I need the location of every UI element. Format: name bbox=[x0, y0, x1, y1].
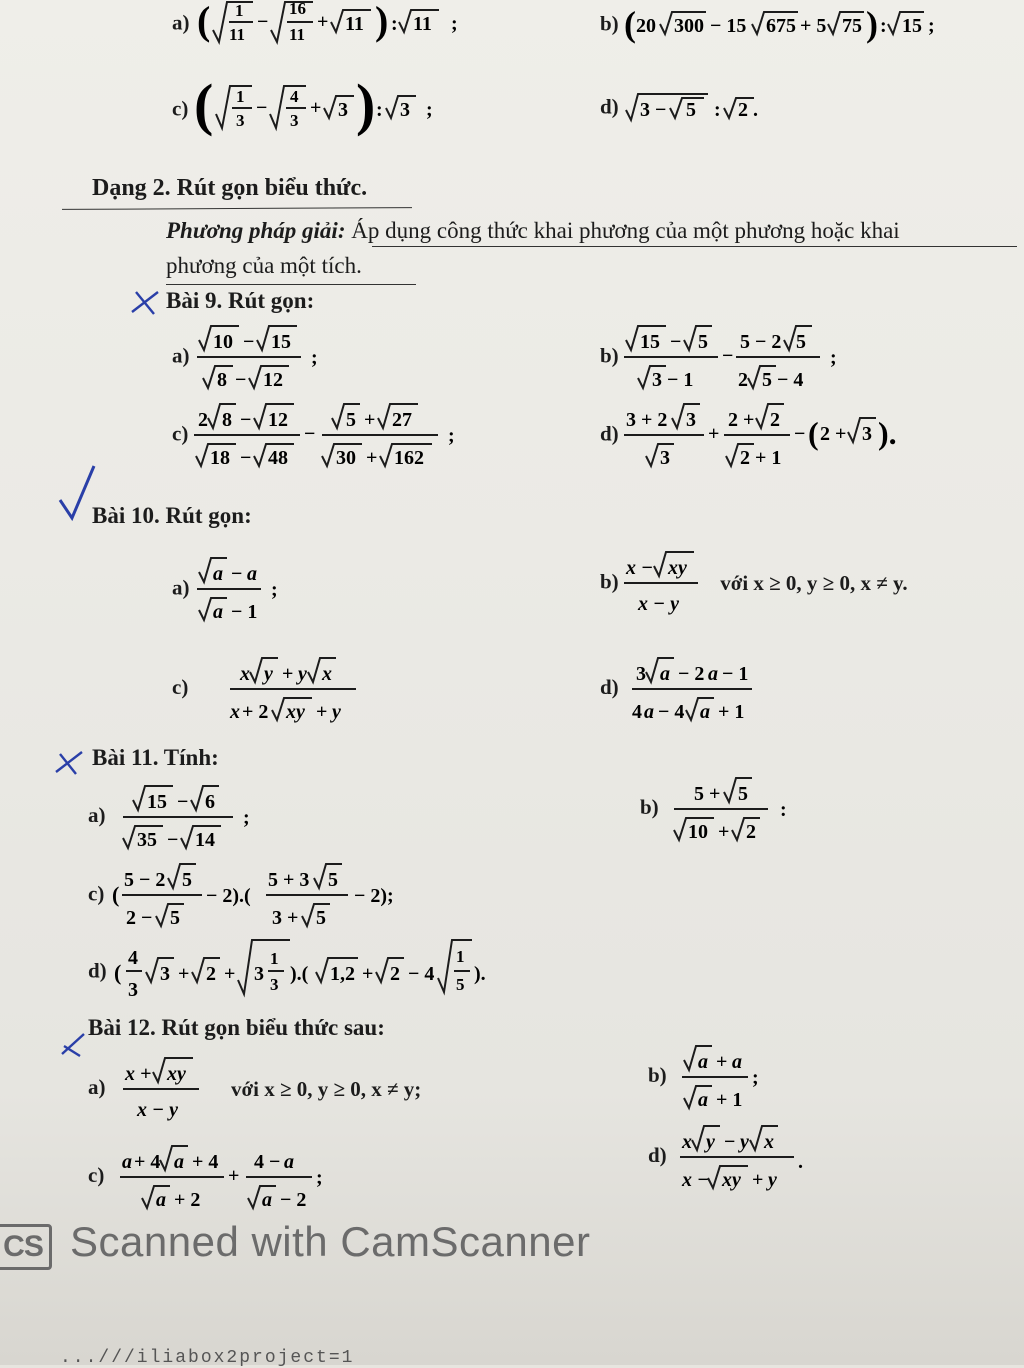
svg-text:48: 48 bbox=[268, 447, 289, 469]
svg-text:a: a bbox=[732, 1051, 743, 1073]
svg-text:;: ; bbox=[451, 13, 458, 35]
bai12-title: Bài 12. Rút gọn biểu thức sau: bbox=[88, 1015, 385, 1040]
svg-text:2 +: 2 + bbox=[820, 423, 847, 445]
svg-text:y: y bbox=[706, 1131, 716, 1153]
top-a-formula bbox=[195, 0, 485, 48]
bai9-c-formula bbox=[194, 398, 494, 472]
svg-text:− 4: − 4 bbox=[658, 701, 685, 723]
bai11-b bbox=[640, 772, 812, 846]
svg-text:2 .: 2 . bbox=[738, 99, 759, 121]
svg-text:+: + bbox=[317, 11, 329, 33]
svg-text:16: 16 bbox=[289, 0, 307, 18]
svg-text:5 − 2: 5 − 2 bbox=[740, 331, 782, 353]
svg-text:+ 4: + 4 bbox=[192, 1151, 219, 1173]
svg-text:− 4: − 4 bbox=[408, 963, 435, 985]
svg-text:a: a bbox=[174, 1151, 185, 1173]
svg-text:3: 3 bbox=[862, 423, 873, 445]
svg-text:x +: x + bbox=[125, 1063, 152, 1085]
bai11-d bbox=[88, 934, 552, 1010]
item-label: a) bbox=[172, 575, 190, 600]
bai10-b bbox=[600, 546, 908, 620]
svg-text:;: ; bbox=[830, 347, 838, 369]
svg-text:x −: x − bbox=[682, 1169, 710, 1191]
bai9-c bbox=[172, 398, 494, 472]
svg-text:y: y bbox=[332, 701, 341, 723]
svg-text:5: 5 bbox=[182, 869, 193, 891]
svg-text:a: a bbox=[698, 1051, 709, 1073]
svg-text:675: 675 bbox=[766, 15, 797, 37]
svg-text:+ 1: + 1 bbox=[716, 1089, 743, 1111]
item-label: c) bbox=[88, 881, 105, 906]
svg-text:15: 15 bbox=[147, 791, 168, 813]
svg-text:14: 14 bbox=[195, 829, 216, 851]
bai11-a bbox=[88, 780, 281, 854]
svg-text:2: 2 bbox=[770, 409, 781, 431]
svg-text:+ 5: + 5 bbox=[800, 15, 827, 37]
bai11-title: Bài 11. Tính: bbox=[92, 745, 219, 770]
method-label: Phương pháp giải: bbox=[166, 218, 346, 243]
svg-text:a: a bbox=[708, 663, 719, 685]
camscanner-watermark bbox=[0, 1216, 620, 1278]
bai10-a-formula bbox=[195, 552, 315, 626]
svg-text:3: 3 bbox=[400, 99, 411, 121]
cross-mark-icon bbox=[58, 1030, 88, 1058]
bai10-title: Bài 10. Rút gọn: bbox=[92, 503, 252, 528]
svg-text:−: − bbox=[167, 829, 179, 851]
svg-text:3: 3 bbox=[270, 975, 279, 994]
svg-text:+: + bbox=[362, 963, 374, 985]
svg-text:6: 6 bbox=[205, 791, 216, 813]
svg-text:10: 10 bbox=[213, 331, 234, 353]
svg-text:(: ( bbox=[197, 0, 211, 43]
svg-text:2: 2 bbox=[198, 409, 209, 431]
bai12-c bbox=[88, 1140, 360, 1214]
svg-text:− 1: − 1 bbox=[722, 663, 749, 685]
svg-text:5: 5 bbox=[686, 99, 697, 121]
svg-text:−: − bbox=[257, 11, 269, 33]
svg-text:+ 2: + 2 bbox=[174, 1189, 201, 1211]
svg-text:): ) bbox=[375, 0, 389, 43]
svg-text:+ 2: + 2 bbox=[242, 701, 269, 723]
svg-text:35: 35 bbox=[137, 829, 158, 851]
svg-text:11: 11 bbox=[229, 25, 246, 44]
svg-text:30: 30 bbox=[336, 447, 357, 469]
svg-text:x − y: x − y bbox=[137, 1099, 179, 1121]
bai9-title: Bài 9. Rút gọn: bbox=[166, 288, 315, 313]
bai10-d bbox=[600, 652, 770, 726]
svg-text:;: ; bbox=[271, 579, 278, 601]
svg-text:162: 162 bbox=[394, 447, 425, 469]
svg-text:x: x bbox=[230, 701, 241, 723]
item-label: d) bbox=[600, 94, 619, 119]
svg-text:− 2: − 2 bbox=[280, 1189, 307, 1211]
svg-text:xy: xy bbox=[286, 701, 305, 723]
svg-text:300: 300 bbox=[674, 15, 705, 37]
svg-text:3: 3 bbox=[160, 963, 171, 985]
bai11-b-formula bbox=[672, 772, 812, 846]
bai10-d-formula bbox=[630, 652, 770, 726]
svg-text::: : bbox=[880, 15, 888, 37]
svg-text:−: − bbox=[240, 447, 252, 469]
svg-text:4: 4 bbox=[290, 87, 299, 106]
svg-text:12: 12 bbox=[263, 369, 284, 391]
bai9-a-formula bbox=[195, 320, 345, 394]
svg-text:x: x bbox=[764, 1131, 775, 1153]
method-text: Áp dụng công thức khai phương của một phương hoặc khai bbox=[351, 218, 900, 243]
item-label: c) bbox=[172, 675, 189, 700]
bai10-b-formula bbox=[624, 546, 708, 620]
svg-text:5: 5 bbox=[738, 783, 749, 805]
item-label: b) bbox=[640, 795, 659, 820]
camscanner-logo-icon: CS bbox=[0, 1224, 52, 1270]
svg-text:a: a bbox=[644, 701, 655, 723]
svg-text:a: a bbox=[262, 1189, 273, 1211]
section-title: Dạng 2. Rút gọn biểu thức. bbox=[92, 175, 368, 201]
svg-text:1,2: 1,2 bbox=[330, 963, 356, 985]
bai12-d-formula bbox=[680, 1120, 830, 1194]
svg-text:3 +: 3 + bbox=[272, 907, 299, 929]
bottom-url-fragment: ...///iliabox2project=1 bbox=[60, 1348, 355, 1368]
cross-mark-icon bbox=[128, 286, 162, 316]
svg-text:15: 15 bbox=[902, 15, 923, 37]
svg-text:y: y bbox=[768, 1169, 778, 1191]
svg-text:4 −: 4 − bbox=[254, 1151, 281, 1173]
svg-text:;: ; bbox=[426, 99, 433, 121]
bai12-c-formula bbox=[120, 1140, 360, 1214]
svg-text:20: 20 bbox=[636, 15, 657, 37]
item-label: d) bbox=[88, 958, 107, 983]
bai12-b-formula bbox=[680, 1040, 790, 1114]
svg-text:1: 1 bbox=[270, 949, 279, 968]
svg-text:3: 3 bbox=[338, 99, 349, 121]
bai11-a-formula bbox=[121, 780, 281, 854]
svg-text:5 − 4: 5 − 4 bbox=[762, 369, 804, 391]
svg-text:3 −: 3 − bbox=[640, 99, 667, 121]
svg-text:5 + 3: 5 + 3 bbox=[268, 869, 310, 891]
top-exercise-a bbox=[172, 0, 485, 48]
svg-text:a: a bbox=[247, 563, 258, 585]
svg-text:x: x bbox=[240, 663, 251, 685]
svg-text:−: − bbox=[240, 409, 252, 431]
top-c-formula bbox=[194, 72, 454, 148]
bai12-d bbox=[648, 1120, 830, 1194]
svg-text:5: 5 bbox=[316, 907, 327, 929]
method-underline bbox=[372, 246, 1017, 247]
svg-text:1: 1 bbox=[236, 87, 245, 106]
svg-text:15: 15 bbox=[271, 331, 292, 353]
svg-text:a: a bbox=[660, 663, 671, 685]
item-label: b) bbox=[648, 1063, 667, 1088]
svg-text:;: ; bbox=[928, 15, 936, 37]
svg-text:1: 1 bbox=[456, 947, 465, 966]
svg-text:).(: ).( bbox=[290, 963, 309, 985]
svg-text:+ 1: + 1 bbox=[718, 701, 745, 723]
item-label: d) bbox=[648, 1143, 667, 1168]
section-underline bbox=[62, 207, 412, 210]
svg-text:11: 11 bbox=[345, 13, 365, 35]
svg-text:− 15: − 15 bbox=[710, 15, 747, 37]
svg-text:3: 3 bbox=[128, 979, 139, 1001]
item-label: c) bbox=[172, 96, 189, 121]
svg-text:11: 11 bbox=[413, 13, 433, 35]
svg-text:;: ; bbox=[752, 1067, 760, 1089]
svg-text:xy: xy bbox=[722, 1169, 742, 1191]
svg-text:).: ). bbox=[474, 963, 487, 985]
svg-text:4: 4 bbox=[632, 701, 643, 723]
svg-text:y: y bbox=[298, 663, 307, 685]
svg-text:xy: xy bbox=[167, 1063, 187, 1085]
watermark-text: Scanned with CamScanner bbox=[70, 1218, 591, 1265]
svg-text:+ 4: + 4 bbox=[134, 1151, 161, 1173]
svg-text:(: ( bbox=[114, 960, 122, 985]
svg-text:a: a bbox=[156, 1189, 167, 1211]
item-label: a) bbox=[172, 10, 190, 35]
svg-text:xy: xy bbox=[668, 557, 688, 579]
svg-text:+: + bbox=[178, 963, 190, 985]
bai11-c bbox=[88, 858, 450, 932]
svg-text:x: x bbox=[682, 1131, 693, 1153]
svg-text:3: 3 bbox=[660, 447, 671, 469]
svg-text:10: 10 bbox=[688, 821, 709, 843]
svg-text:12: 12 bbox=[268, 409, 289, 431]
svg-text:5: 5 bbox=[456, 975, 465, 994]
svg-text:+: + bbox=[752, 1169, 764, 1191]
svg-text:+: + bbox=[718, 821, 730, 843]
bai9-b bbox=[600, 320, 864, 394]
svg-text:(: ( bbox=[194, 72, 214, 137]
svg-text:(: ( bbox=[624, 4, 637, 44]
item-label: b) bbox=[600, 569, 619, 594]
svg-text::: : bbox=[714, 99, 722, 121]
svg-text:+: + bbox=[366, 447, 378, 469]
svg-text:a: a bbox=[213, 601, 224, 623]
top-d-formula bbox=[624, 88, 784, 128]
svg-text:−: − bbox=[177, 791, 189, 813]
top-b-formula bbox=[624, 4, 974, 46]
svg-text:1: 1 bbox=[235, 1, 244, 20]
svg-text:y: y bbox=[264, 663, 273, 685]
svg-text:2 + 1: 2 + 1 bbox=[740, 447, 782, 469]
svg-text:): ) bbox=[356, 72, 376, 137]
svg-text:a: a bbox=[700, 701, 711, 723]
svg-text:5 +: 5 + bbox=[694, 783, 721, 805]
bai9-d-formula bbox=[624, 398, 924, 472]
bai11-c-formula bbox=[110, 858, 450, 932]
svg-text:(: ( bbox=[808, 415, 820, 451]
svg-text:4: 4 bbox=[128, 947, 139, 969]
svg-text:;: ; bbox=[316, 1167, 323, 1189]
svg-text:): ) bbox=[866, 4, 879, 44]
bai12-a-condition: với x ≥ 0, y ≥ 0, x ≠ y; bbox=[231, 1076, 422, 1101]
svg-text:3: 3 bbox=[290, 111, 299, 130]
svg-text::: : bbox=[780, 799, 788, 821]
svg-text:5 − 2: 5 − 2 bbox=[124, 869, 166, 891]
svg-text:−: − bbox=[235, 369, 247, 391]
svg-text:5: 5 bbox=[698, 331, 709, 353]
bai10-c bbox=[172, 652, 368, 726]
svg-text:+: + bbox=[716, 1051, 728, 1073]
svg-text:3: 3 bbox=[236, 111, 245, 130]
bai12-b bbox=[648, 1040, 790, 1114]
bai9-b-formula bbox=[624, 320, 864, 394]
bai12-a-formula bbox=[121, 1052, 221, 1126]
svg-text:+: + bbox=[224, 963, 236, 985]
svg-text:−: − bbox=[722, 345, 734, 367]
bai9-d bbox=[600, 398, 924, 472]
bai10-b-condition: với x ≥ 0, y ≥ 0, x ≠ y. bbox=[720, 570, 908, 595]
svg-text:a: a bbox=[213, 563, 224, 585]
svg-text:5: 5 bbox=[346, 409, 357, 431]
item-label: b) bbox=[600, 11, 619, 36]
svg-text:).: ). bbox=[878, 415, 898, 451]
svg-text:2: 2 bbox=[746, 821, 757, 843]
svg-text:+: + bbox=[310, 97, 322, 119]
svg-text:8: 8 bbox=[222, 409, 233, 431]
method-underline-2 bbox=[166, 284, 416, 285]
svg-text:+: + bbox=[228, 1165, 240, 1187]
svg-text:;: ; bbox=[448, 425, 455, 447]
item-label: d) bbox=[600, 675, 619, 700]
bai10-a bbox=[172, 552, 315, 626]
svg-text:5: 5 bbox=[328, 869, 339, 891]
svg-text:;: ; bbox=[243, 807, 250, 829]
item-label: a) bbox=[88, 803, 106, 828]
svg-text:18: 18 bbox=[210, 447, 231, 469]
svg-text:3: 3 bbox=[636, 663, 647, 685]
bai12-a bbox=[88, 1052, 421, 1126]
svg-text:x − y: x − y bbox=[638, 593, 680, 615]
svg-text::: : bbox=[376, 99, 383, 121]
cross-mark-icon bbox=[52, 748, 86, 776]
svg-text:−: − bbox=[256, 97, 268, 119]
svg-text::: : bbox=[391, 13, 398, 35]
svg-text:+: + bbox=[364, 409, 376, 431]
svg-text:8: 8 bbox=[217, 369, 228, 391]
item-label: a) bbox=[172, 343, 190, 368]
svg-text:−: − bbox=[304, 423, 316, 445]
svg-text:(: ( bbox=[112, 882, 120, 907]
top-exercise-b bbox=[600, 4, 974, 46]
svg-text:a: a bbox=[284, 1151, 295, 1173]
item-label: d) bbox=[600, 421, 619, 446]
svg-text:3: 3 bbox=[254, 963, 265, 985]
item-label: b) bbox=[600, 343, 619, 368]
svg-text:3: 3 bbox=[686, 409, 697, 431]
svg-text:2: 2 bbox=[738, 369, 749, 391]
item-label: c) bbox=[88, 1163, 105, 1188]
svg-text:75: 75 bbox=[842, 15, 863, 37]
svg-text:−: − bbox=[243, 331, 255, 353]
svg-text:5: 5 bbox=[170, 907, 181, 929]
svg-text:a: a bbox=[122, 1151, 133, 1173]
svg-text:+: + bbox=[708, 423, 720, 445]
svg-text:2 −: 2 − bbox=[126, 907, 153, 929]
svg-text:a: a bbox=[698, 1089, 709, 1111]
item-label: c) bbox=[172, 421, 189, 446]
svg-text:−: − bbox=[724, 1131, 736, 1153]
svg-text:x: x bbox=[322, 663, 333, 685]
svg-text:3 − 1: 3 − 1 bbox=[652, 369, 694, 391]
top-exercise-c bbox=[172, 72, 454, 148]
svg-text:27: 27 bbox=[392, 409, 413, 431]
method-line-2: phương của một tích. bbox=[166, 253, 362, 278]
svg-text:−: − bbox=[670, 331, 682, 353]
item-label: a) bbox=[88, 1075, 106, 1100]
svg-text:x −: x − bbox=[626, 557, 654, 579]
svg-text:− 2).(: − 2).( bbox=[206, 885, 251, 907]
svg-text:;: ; bbox=[311, 347, 318, 369]
svg-text:− 2: − 2 bbox=[678, 663, 705, 685]
bai11-d-formula bbox=[112, 934, 552, 1010]
svg-text:−: − bbox=[231, 563, 243, 585]
svg-text:15: 15 bbox=[640, 331, 661, 353]
svg-text:11: 11 bbox=[289, 25, 306, 44]
svg-text:+: + bbox=[282, 663, 294, 685]
svg-text:2: 2 bbox=[390, 963, 401, 985]
svg-text:− 2);: − 2); bbox=[354, 885, 394, 907]
svg-text:.: . bbox=[798, 1151, 804, 1173]
svg-text:+: + bbox=[316, 701, 328, 723]
bai9-a bbox=[172, 320, 345, 394]
svg-text:2: 2 bbox=[206, 963, 217, 985]
svg-text:3 + 2: 3 + 2 bbox=[626, 409, 668, 431]
svg-text:y: y bbox=[740, 1131, 750, 1153]
svg-text:5: 5 bbox=[796, 331, 807, 353]
top-exercise-d bbox=[600, 88, 784, 128]
svg-text:− 1: − 1 bbox=[231, 601, 258, 623]
svg-text:2 +: 2 + bbox=[728, 409, 755, 431]
bai10-c-formula bbox=[228, 652, 368, 726]
method-line-1 bbox=[166, 218, 900, 244]
svg-text:−: − bbox=[794, 423, 806, 445]
